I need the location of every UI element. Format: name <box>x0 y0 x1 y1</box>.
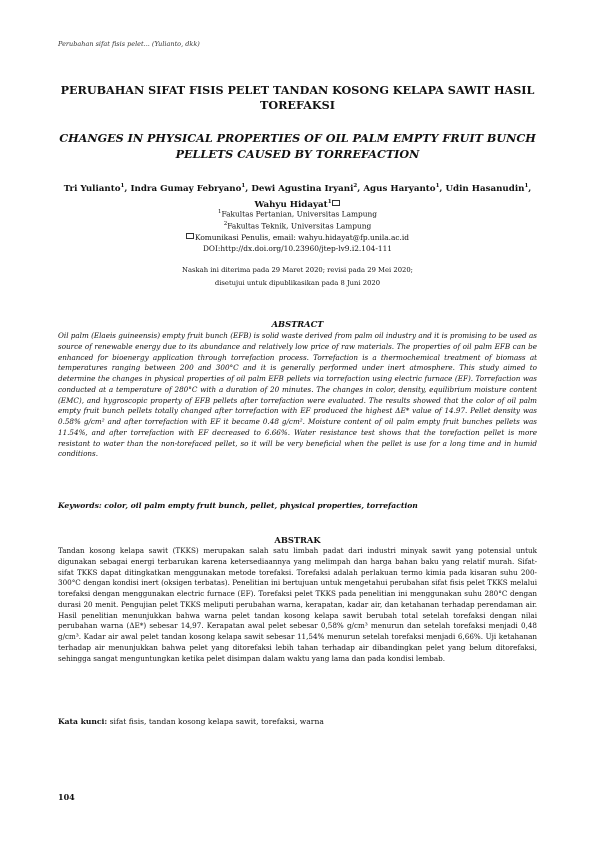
title-indonesian: PERUBAHAN SIFAT FISIS PELET TANDAN KOSONG KELAPA SAWIT HASIL TOREFAKSI <box>60 83 535 112</box>
affiliation: $^1$Fakultas Pertanian, Universitas Lampung <box>218 209 377 219</box>
affiliation: $^2$Fakultas Teknik, Universitas Lampung <box>223 221 372 231</box>
mail-icon <box>332 200 340 206</box>
kata-kunci: Kata kunci: sifat fisis, tandan kosong kelapa sawit, torefaksi, warna <box>58 717 324 726</box>
abstrak-heading: ABSTRAK <box>274 535 321 545</box>
running-head: Perubahan sifat fisis pelet... (Yulianto, dkk) <box>58 40 200 48</box>
page-number: 104 <box>58 792 75 802</box>
mail-icon <box>186 233 194 239</box>
abstrak-text: Tandan kosong kelapa sawit (TKKS) merupakan salah satu limbah padat dari industri minyak sawit yang potensial untuk digunakan sebagai energi terbarukan karena ketersediaannya yang melimpah dan harga bahan baku yang relatif murah. Sifat-sifat TKKS dapat ditingkatkan menggunakan metode torefaksi. Torefaksi adalah perlakuan termo kimia pada kisaran suhu 200-300°C dengan kondisi inert (oksigen terbatas). Penelitian ini bertujuan untuk mengetahui perubahan sifat fisis pelet TKKS melalui torefaksi dengan menggunakan electric furnace (EF). Torefaksi pelet TKKS pada penelitian ini menggunakan suhu 280°C dengan durasi 20 menit. Pengujian pelet TKKS meliputi perubahan warna, kerapatan, kadar air, dan ketahanan terhadap perendaman air. Hasil penelitian menunjukkan bahwa warna pelet tandan kosong kelapa sawit berubah total setelah torefaksi dengan nilai perubahan warna (ΔE*) sebesar 14,97. Kerapatan awal pelet sebesar 0,58% g/cm³ menurun dan setelah torefaksi menjadi 0,48 g/cm³. Kadar air awal pelet tandan kosong kelapa sawit sebesar 11,54% menurun setelah torefaksi menjadi 6,66%. Uji ketahanan terhadap air menunjukkan bahwa pelet yang ditorefaksi lebih tahan terhadap air dibandingkan pelet yang belum ditorefaksi, sehingga sangat menguntungkan ketika pelet disimpan dalam waktu yang lama dan pada kondisi lembab. <box>58 546 537 663</box>
author: Tri Yulianto$^1$ <box>63 183 125 194</box>
abstract-heading: ABSTRACT <box>271 319 324 329</box>
affiliations <box>58 207 537 254</box>
received-dates: Naskah ini diterima pada 29 Maret 2020; revisi pada 29 Mei 2020; disetujui untuk dipublikasikan pada 8 Juni 2020 <box>182 266 413 287</box>
abstract-text: Oil palm (Elaeis guineensis) empty fruit bunch (EFB) is solid waste derived from palm oil industry and it is promising to be used as source of renewable energy due to its abundance and relatively low price of raw materials. The properties of oil palm EFB can be enhanced for bioenergy application through torrefaction process. Torrefaction is a thermochemical treatment of biomass at temperatures ranging between 200 and 300°C and it is generally performed under inert atmosphere. This study aimed to determine the changes in physical properties of oil palm EFB pellets via torrefaction using electric furnace (EF). Torrefaction was conducted at a temperature of 280°C with a duration of 20 minutes. The changes in color, density, equilibrium moisture content (EMC), and hygroscopic property of EFB pellets after torrefaction were evaluated. The results showed that the color of oil palm empty fruit bunch pellets totally changed after torrefaction with EF produced the highest ΔE* value of 14.97. Pellet density was 0.58% g/cm² and after torrefaction with EF it became 0.48 g/cm². Moisture content of oil palm empty fruit bunches pellets was 11.54%, and after torrefaction with EF decreased to 6.66%. Water resistance test shows that the torefaction pellet is more resistant to water than the non-torefaced pellet, so it will be very beneficial when the pellet is use for a long time and in humid conditions. <box>58 331 537 459</box>
author: Dewi Agustina Iryani$^2$ <box>251 183 358 194</box>
author: Udin Hasanudin$^1$ <box>445 183 529 194</box>
title-english: CHANGES IN PHYSICAL PROPERTIES OF OIL PALM EMPTY FRUIT BUNCH PELLETS CAUSED BY TORREFACTION <box>59 131 536 161</box>
keywords: Keywords: color, oil palm empty fruit bunch, pellet, physical properties, torrefaction <box>58 501 418 510</box>
author: Wahyu Hidayat$^1$ <box>254 200 340 210</box>
author-list: Tri Yulianto$^1$, Indra Gumay Febryano$^1$, Dewi Agustina Iryani$^2$, Agus Haryanto$^1$, Udin Hasanudin$^1$, Wahyu Hidayat$^1$ <box>63 183 532 211</box>
doi[interactable]: DOI:http://dx.doi.org/10.23960/jtep-lv9.i2.104-111 <box>203 243 392 253</box>
author: Agus Haryanto$^1$ <box>363 183 440 194</box>
correspondence: Komunikasi Penulis, email: wahyu.hidayat@fp.unila.ac.id <box>58 232 537 243</box>
author: Indra Gumay Febryano$^1$ <box>130 183 246 194</box>
